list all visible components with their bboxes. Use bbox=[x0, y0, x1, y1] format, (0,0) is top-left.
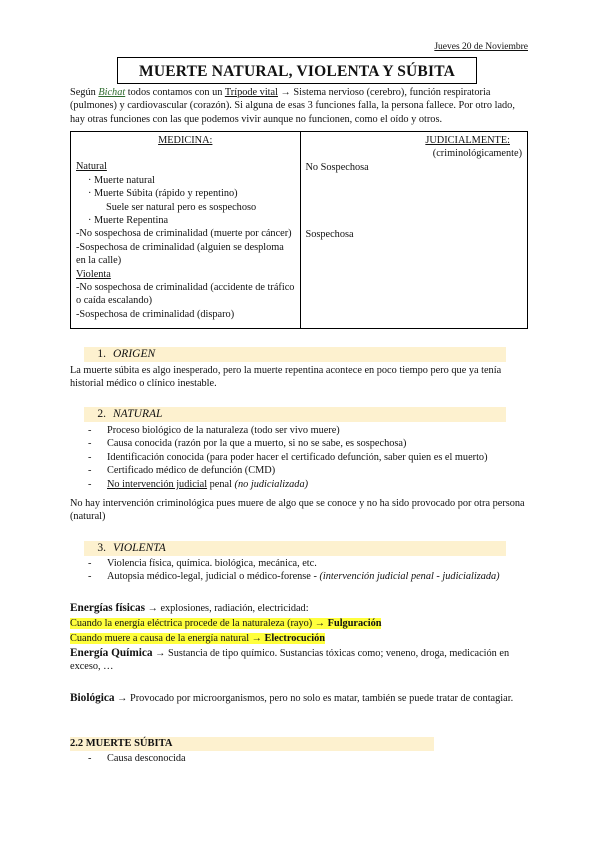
list-item: - Certificado médico de defunción (CMD) bbox=[70, 464, 530, 477]
natural-sospechosa: -Sospechosa de criminalidad (alguien se desploma en la calle) bbox=[76, 241, 284, 267]
list-item: - Proceso biológico de la naturaleza (todo ser vivo muere) bbox=[70, 424, 530, 437]
medicina-header: MEDICINA: bbox=[158, 135, 213, 146]
violenta-sospechosa: -Sospechosa de criminalidad (disparo) bbox=[76, 308, 235, 320]
subita-note: Suele ser natural pero es sospechoso bbox=[106, 201, 257, 213]
section-title: NATURAL bbox=[113, 408, 163, 420]
section-heading-origen bbox=[84, 347, 506, 362]
judicial-sospechosa: Sospechosa bbox=[305, 229, 354, 241]
highlight-text: Cuando la energía eléctrica procede de la naturaleza (rayo) → bbox=[70, 618, 328, 629]
section-heading-muerte-subita: 2.2 MUERTE SÚBITA bbox=[70, 737, 434, 751]
list-item: - Causa conocida (razón por la que a muerto, si no se sabe, es sospechosa) bbox=[70, 437, 530, 450]
biologica-text: → Provocado por microorganismos, pero no solo es matar, también se puede tratar de contagiar. bbox=[114, 693, 514, 704]
intro-text-2: todos contamos con un bbox=[125, 87, 225, 98]
judicial-no-sospechosa: No Sospechosa bbox=[305, 161, 369, 173]
fulguracion-line bbox=[70, 617, 530, 630]
natural-list bbox=[70, 424, 530, 491]
electrocucion-term: Electrocución bbox=[264, 633, 325, 644]
energias-fisicas-label: Energías físicas bbox=[70, 602, 145, 614]
section-title: VIOLENTA bbox=[113, 542, 166, 554]
energia-quimica-paragraph bbox=[70, 647, 530, 674]
list-item-italic: (intervención judicial penal - judicializada) bbox=[319, 571, 500, 583]
violenta-list bbox=[70, 557, 530, 584]
muerte-subita-list bbox=[70, 752, 530, 765]
page-title: MUERTE NATURAL, VIOLENTA Y SÚBITA bbox=[117, 57, 477, 84]
biologica-label: Biológica bbox=[70, 692, 115, 704]
intro-text-3: → Sistema nervioso (cerebro), función respiratoria (pulmones) y cardiovascular (corazón). Si alguna de esas 3 funciones falla, la persona fallece. Por otro lado, hay otras funciones con las que podemos vivir aunque no funcionen, como el oído y otros. bbox=[70, 87, 515, 125]
energias-fisicas-text: → explosiones, radiación, electricidad: bbox=[145, 603, 309, 614]
natural-no-sospechosa: -No sospechosa de criminalidad (muerte por cáncer) bbox=[76, 228, 292, 240]
tripode-vital: Trípode vital bbox=[224, 87, 278, 98]
list-item-text: penal bbox=[207, 478, 235, 490]
list-item bbox=[70, 478, 530, 491]
list-item bbox=[70, 570, 530, 583]
biologica-paragraph bbox=[70, 692, 530, 705]
list-item-text: Autopsia médico-legal, judicial o médico-forense - bbox=[107, 571, 320, 583]
judicial-header: JUDICIALMENTE: bbox=[425, 135, 510, 146]
violenta-label: Violenta bbox=[76, 268, 111, 280]
section-title: ORIGEN bbox=[113, 348, 156, 360]
date-label: Jueves 20 de Noviembre bbox=[434, 42, 528, 52]
bichat-link: Bichat bbox=[98, 87, 126, 98]
natural-paragraph: No hay intervención criminológica pues muere de algo que se conoce y no ha sido provocado por otra persona (natural) bbox=[70, 498, 525, 523]
repentina-item: · Muerte Repentina bbox=[88, 215, 169, 227]
energias-fisicas-line bbox=[70, 602, 530, 615]
list-item-italic: (no judicializada) bbox=[234, 478, 309, 490]
energia-quimica-label: Energía Química bbox=[70, 647, 153, 659]
comparison-table bbox=[70, 131, 528, 329]
medicina-column bbox=[71, 132, 301, 329]
judicial-column bbox=[300, 132, 528, 329]
intro-text-1: Según bbox=[70, 87, 99, 98]
electrocucion-line bbox=[70, 632, 530, 645]
list-item: - Identificación conocida (para poder hacer el certificado defunción, saber quien es el muerto) bbox=[70, 451, 530, 464]
section-number: 1. bbox=[97, 348, 106, 360]
list-item: - Causa desconocida bbox=[70, 752, 530, 765]
section-number: 3. bbox=[97, 542, 106, 554]
origen-paragraph: La muerte súbita es algo inesperado, pero la muerte repentina acontece en poco tiempo pero que ya tenía historial médico o clínico inestable. bbox=[70, 365, 502, 390]
list-item: - Violencia física, química. biológica, mecánica, etc. bbox=[70, 557, 530, 570]
natural-item: · Muerte Súbita (rápido y repentino) bbox=[88, 188, 238, 200]
judicial-subheader: (criminológicamente) bbox=[432, 148, 522, 160]
violenta-no-sospechosa: -No sospechosa de criminalidad (accidente de tráfico o caída escalando) bbox=[76, 282, 295, 307]
intro-paragraph bbox=[70, 86, 530, 126]
natural-label: Natural bbox=[76, 161, 107, 173]
no-intervencion: No intervención judicial bbox=[107, 478, 208, 490]
section-heading-violenta bbox=[84, 541, 506, 556]
section-heading-natural bbox=[84, 407, 506, 422]
highlight-text: Cuando muere a causa de la energía natural → bbox=[70, 633, 265, 644]
energia-quimica-text: → Sustancia de tipo químico. Sustancias tóxicas como; veneno, droga, medicación en exceso, … bbox=[70, 648, 510, 673]
natural-item: · Muerte natural bbox=[88, 174, 155, 186]
fulguracion-term: Fulguración bbox=[327, 618, 382, 629]
section-number: 2. bbox=[97, 408, 106, 420]
